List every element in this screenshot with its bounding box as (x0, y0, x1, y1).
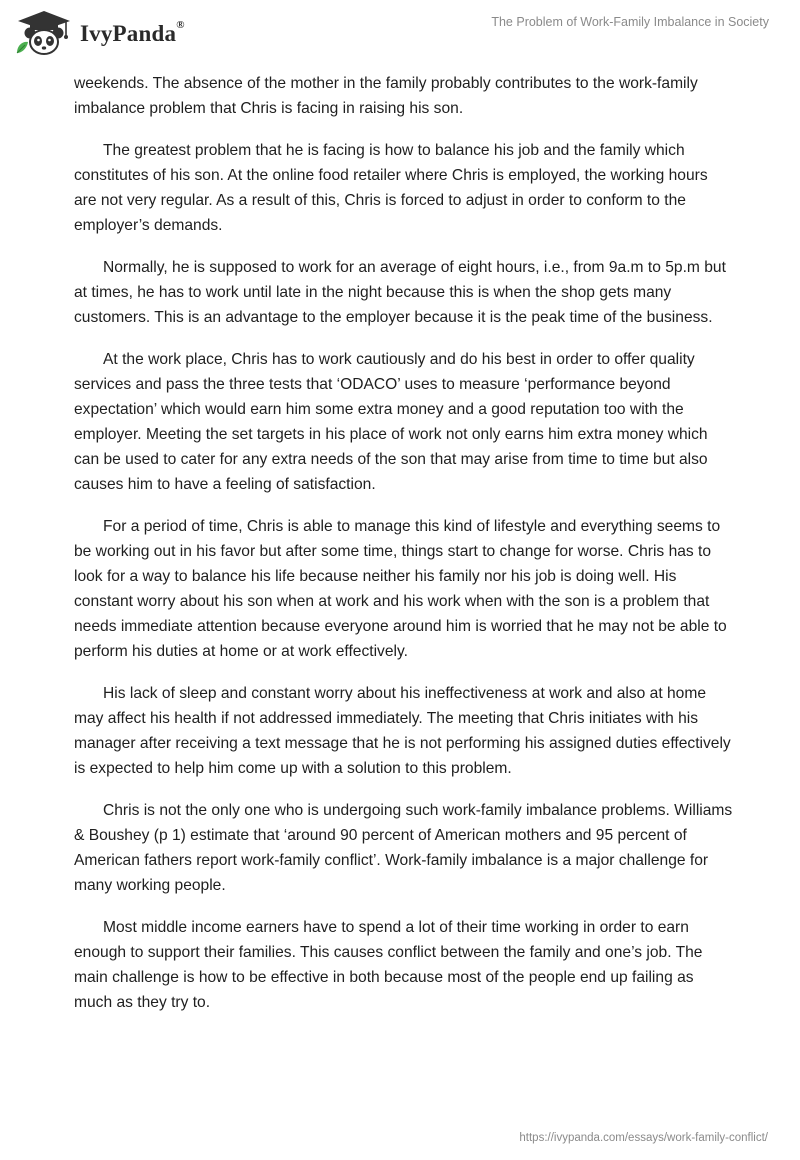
source-url[interactable]: https://ivypanda.com/essays/work-family-conflict/ (519, 1132, 768, 1144)
paragraph: Most middle income earners have to spend a lot of their time working in order to earn enough to support their families. This causes conflict between the family and one’s job. The main challenge is how to be effective in both because most of the people end up failing as much as they try to. (74, 919, 703, 1011)
paragraph: At the work place, Chris has to work cautiously and do his best in order to offer quality services and pass the three tests that ‘ODACO’ uses to measure ‘performance beyond expectation’ which would earn him some extra money and a good reputation too with the employer. Meeting the set targets in his place of work not only earns him extra money which can be used to cater for any extra needs of the son that may arise from time to time but also causes him to have a feeling of satisfaction. (74, 351, 708, 493)
paragraph: The greatest problem that he is facing is how to balance his job and the family which constitutes of his son. At the online food retailer where Chris is employed, the working hours are not very regular. As a result of this, Chris is forced to adjust in order to conform to the employer’s demands. (74, 142, 708, 234)
logo-text: IvyPanda® (80, 19, 185, 46)
paragraph: weekends. The absence of the mother in the family probably contributes to the work-family imbalance problem that Chris is facing in raising his son. (74, 75, 698, 117)
paragraph: Normally, he is supposed to work for an average of eight hours, i.e., from 9a.m to 5p.m but at times, he has to work until late in the night because this is when the shop gets many customers. This is an advantage to the employer because it is the peak time of the business. (74, 259, 726, 326)
paragraph: For a period of time, Chris is able to manage this kind of lifestyle and everything seems to be working out in his favor but after some time, things start to change for worse. Chris has to look for a way to balance his life because neither his family nor his job is doing well. His constant worry about his son when at work and his work when with the son is a problem that needs immediate attention because everyone around him is worried that he may not be able to perform his duties at home or at work effectively. (74, 518, 727, 660)
paragraph: His lack of sleep and constant worry about his ineffectiveness at work and also at home may affect his health if not addressed immediately. The meeting that Chris initiates with his manager after receiving a text message that he is not performing his assigned duties effectively is expected to help him come up with a solution to this problem. (74, 685, 731, 777)
panda-graduate-icon (14, 9, 74, 59)
ivypanda-logo[interactable] (14, 8, 204, 60)
document-title: The Problem of Work-Family Imbalance in Society (491, 15, 769, 29)
paragraph: Chris is not the only one who is undergoing such work-family imbalance problems. Williams & Boushey (p 1) estimate that ‘around 90 percent of American mothers and 95 percent of American fathers report work-family conflict’. Work-family imbalance is a major challenge for many working people. (74, 802, 733, 894)
page-header (0, 0, 800, 70)
essay-body (74, 71, 734, 1032)
